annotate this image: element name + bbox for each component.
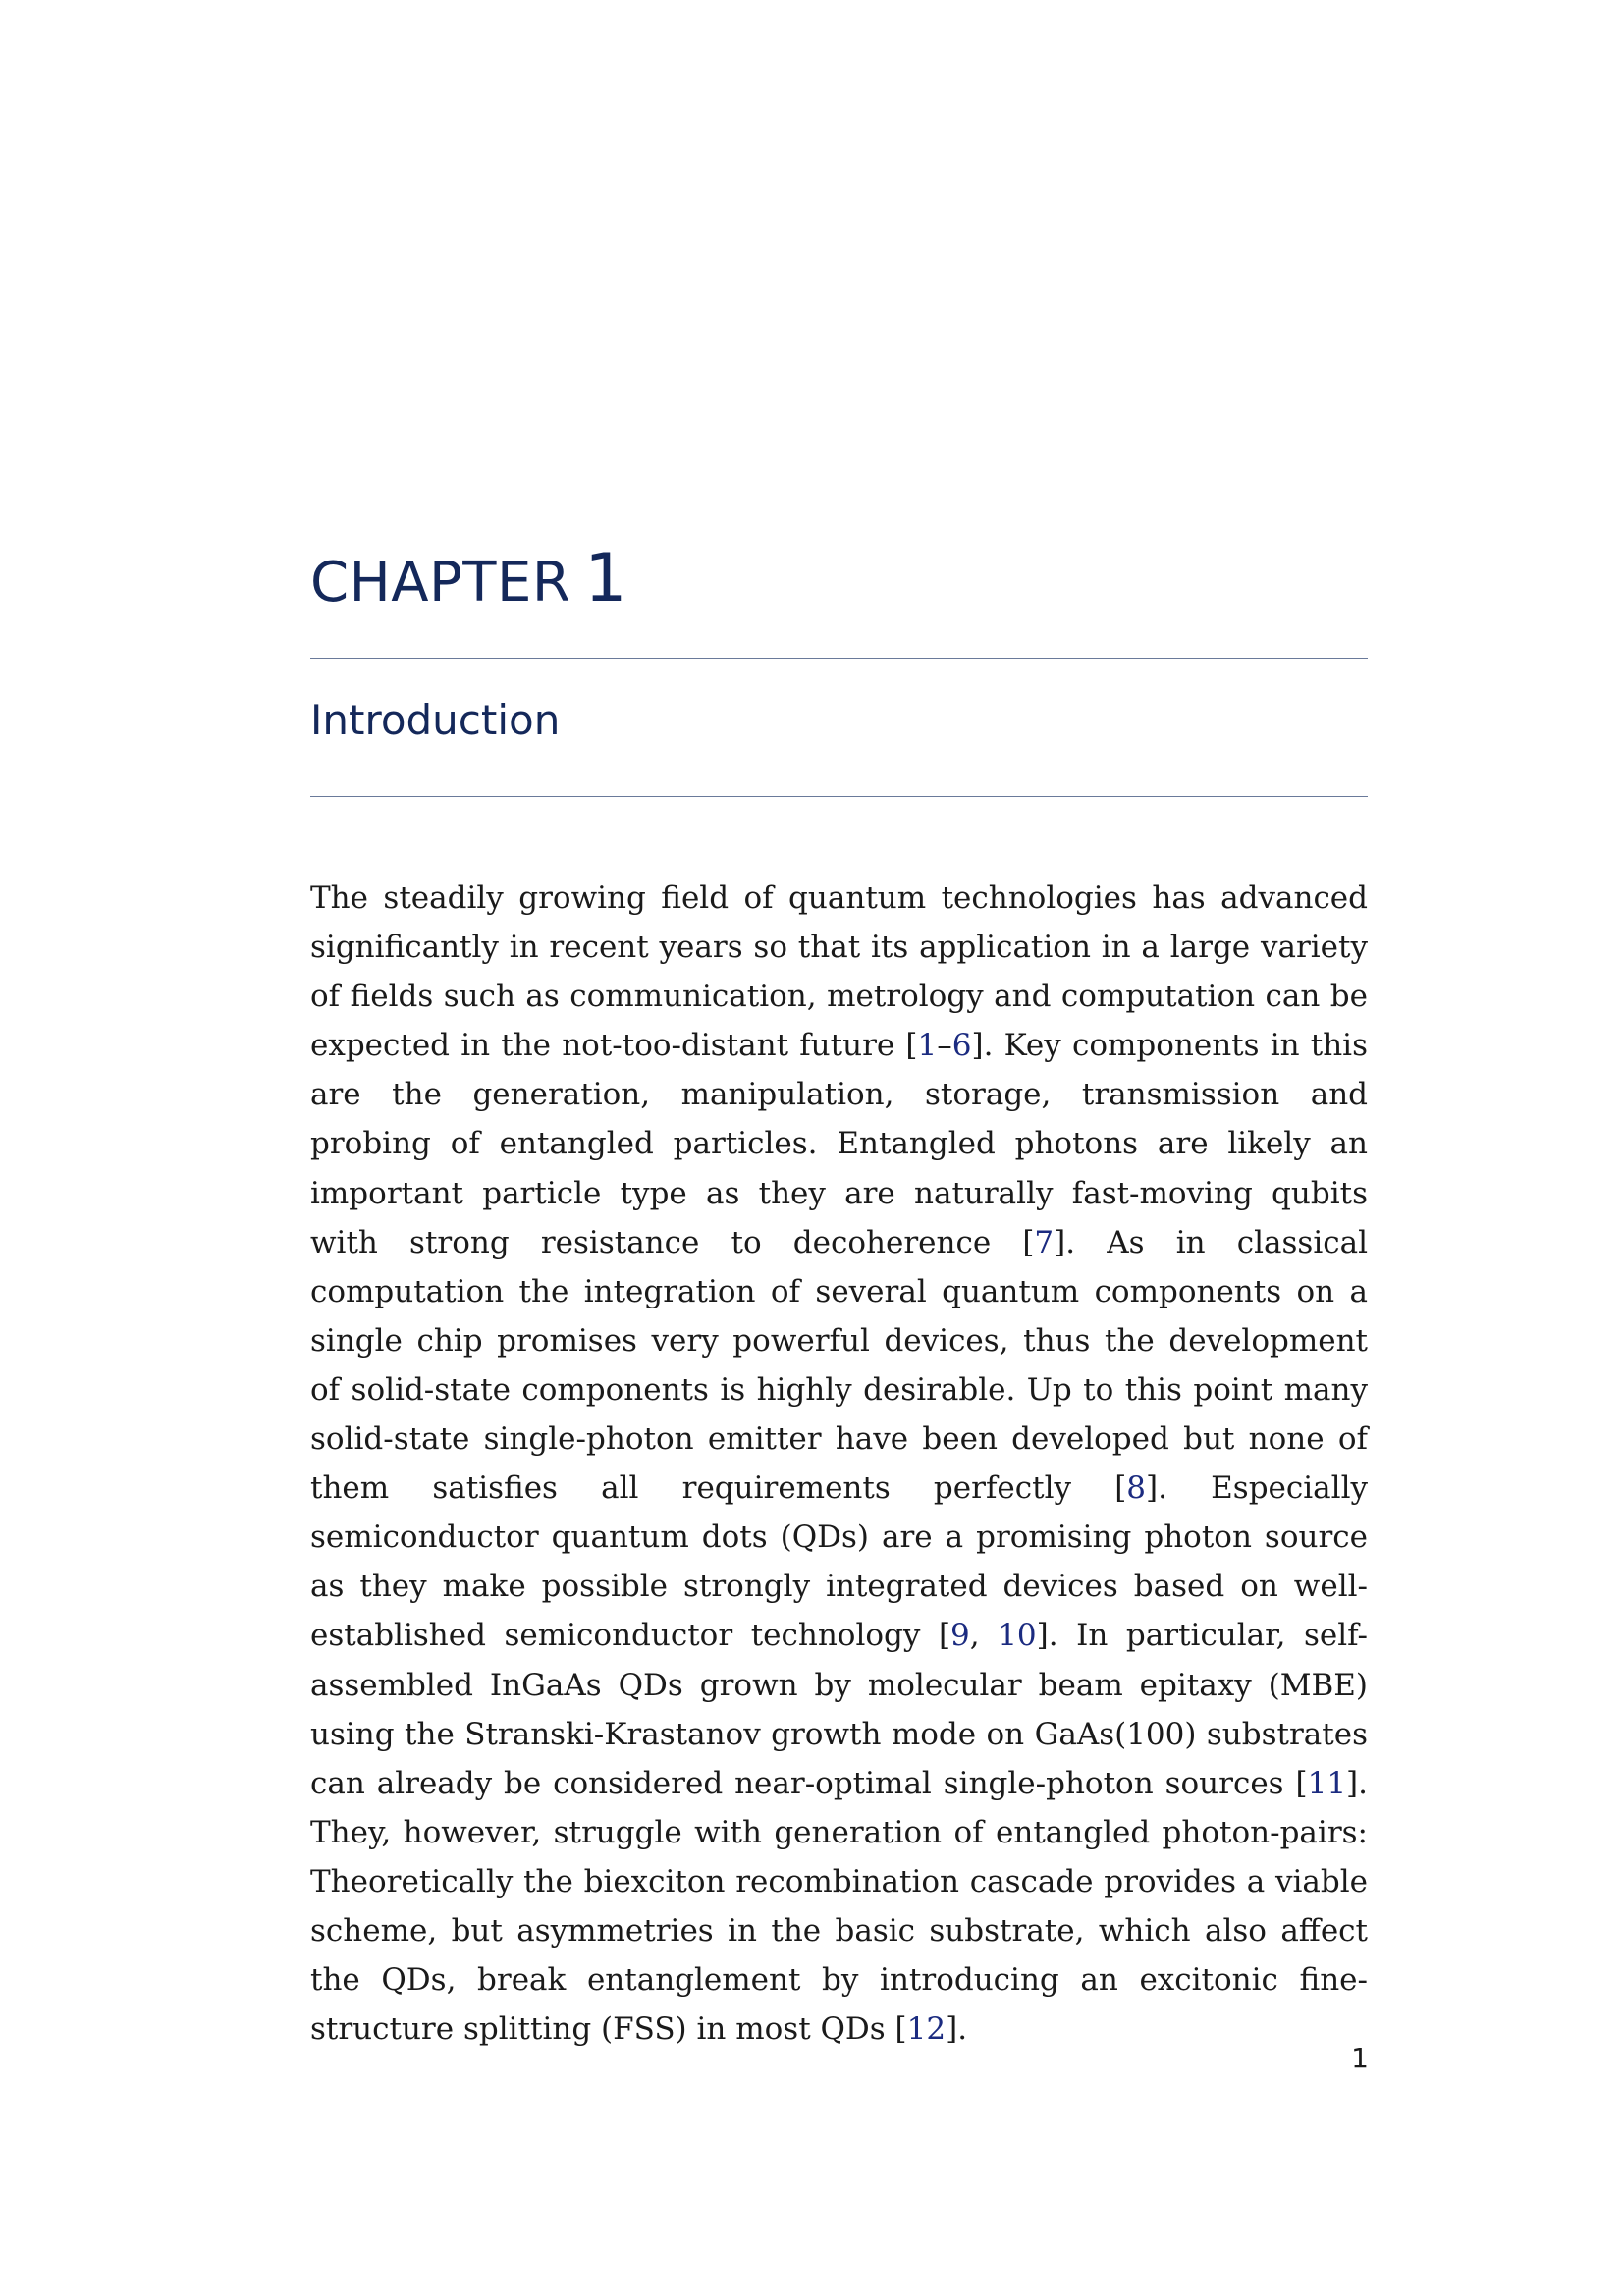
paragraph-text: ]. <box>946 2011 968 2048</box>
bottom-divider <box>310 796 1368 797</box>
citation-link[interactable]: 10 <box>998 1618 1037 1654</box>
intro-paragraph <box>310 874 1368 2054</box>
citation-link[interactable]: 8 <box>1126 1470 1147 1507</box>
paragraph-text: ]. They, however, struggle with generation of entangled photon-pairs: Theoretically the biexciton recombination cascade provides a viable scheme, but asymmetries in the basic substrate, which also affect the QDs, break entanglement by introducing an excitonic fine-structure splitting (FSS) in most QDs [ <box>310 1765 1368 2048</box>
top-divider <box>310 658 1368 659</box>
citation-link[interactable]: 7 <box>1034 1224 1055 1260</box>
chapter-label: CHAPTER <box>310 551 571 614</box>
paragraph-text: ]. As in classical computation the integration of several quantum components on a single chip promises very powerful devices, thus the development of solid-state components is highly desirable. Up to this point many solid-state single-photon emitter have been developed but none of them satisfies all requirements perfectly [ <box>310 1224 1369 1507</box>
citation-link[interactable]: 6 <box>951 1028 972 1064</box>
chapter-number: 1 <box>584 540 627 617</box>
chapter-heading <box>310 540 627 617</box>
citation-link[interactable]: 11 <box>1307 1765 1347 1801</box>
paragraph-text: The steadily growing field of quantum technologies has advanced significantly in recent years so that its application in a large variety of fields such as communication, metrology and computation can be expected in the not-too-distant future [ <box>310 881 1368 1064</box>
paragraph-text: ]. In particular, self-assembled InGaAs QDs grown by molecular beam epitaxy (MBE) using the Stranski-Krastanov growth mode on GaAs(100) substrates can already be considered near-optimal single-photon sources [ <box>310 1618 1368 1801</box>
citation-link[interactable]: 1 <box>917 1028 938 1064</box>
citation-separator: , <box>969 1618 999 1654</box>
citation-link[interactable]: 9 <box>950 1618 970 1654</box>
paragraph-text: ]. Key components in this are the generation, manipulation, storage, transmission and probing of entangled particles. Entangled photons are likely an important particle type as they are naturally fast-moving qubits with strong resistance to decoherence [ <box>310 1028 1369 1260</box>
chapter-title: Introduction <box>310 696 561 744</box>
page-number: 1 <box>1351 2042 1369 2074</box>
paragraph-text: ]. Especially semiconductor quantum dots (QDs) are a promising photon source as they make possible strongly integrated devices based on well-established semiconductor technology [ <box>310 1470 1368 1654</box>
citation-range-dash: – <box>937 1028 952 1064</box>
citation-link[interactable]: 12 <box>906 2011 947 2048</box>
